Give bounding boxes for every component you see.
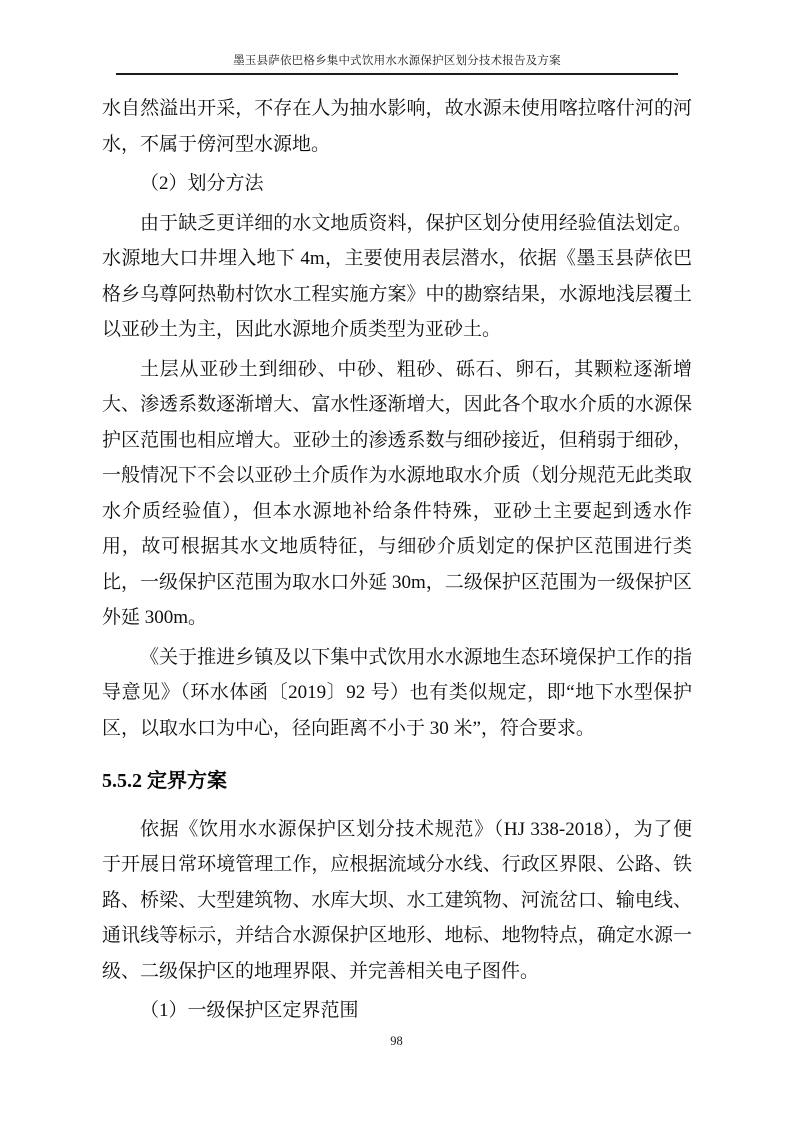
page-header — [116, 54, 678, 75]
body-paragraph-soil-layers: 土层从亚砂土到细砂、中砂、粗砂、砾石、卵石，其颗粒逐渐增大、渗透系数逐渐增大、富水性逐渐增大，因此各个取水介质的水源保护区范围也相应增大。亚砂土的渗透系数与细砂接近，但稍弱于细砂，一般情况下不会以亚砂土介质作为水源地取水介质（划分规范无此类取水介质经验值），但本水源地补给条件特殊，亚砂土主要起到透水作用，故可根据其水文地质特征，与细砂介质划定的保护区范围进行类比，一级保护区范围为取水口外延 30m，二级保护区范围为一级保护区外延 300m。 — [102, 358, 692, 628]
header-title: 墨玉县萨依巴格乡集中式饮用水水源保护区划分技术报告及方案 — [233, 55, 561, 67]
body-paragraph-continuation: 水自然溢出开采，不存在人为抽水影响，故水源未使用喀拉喀什河的河水，不属于傍河型水源地。 — [102, 98, 692, 155]
document-body — [102, 91, 692, 1033]
body-paragraph-guideline-reference: 《关于推进乡镇及以下集中式饮用水水源地生态环境保护工作的指导意见》（环水体函〔2019〕92 号）也有类似规定，即“地下水型保护区，以取水口为中心，径向距离不小于 30 米”，符合要求。 — [102, 646, 692, 739]
section-heading-5-5-2: 5.5.2 定界方案 — [102, 770, 227, 792]
body-subitem-dividing-method: （2）划分方法 — [140, 173, 264, 194]
body-paragraph-empirical-method: 由于缺乏更详细的水文地质资料，保护区划分使用经验值法划定。水源地大口井埋入地下 4m，主要使用表层潜水，依据《墨玉县萨依巴格乡乌尊阿热勒村饮水工程实施方案》中的勘察结果，水源地浅层覆土以亚砂土为主，因此水源地介质类型为亚砂土。 — [102, 212, 692, 340]
header-rule — [116, 73, 678, 75]
page-number: 98 — [390, 1034, 403, 1048]
body-subitem-first-level-boundary: （1）一级保护区定界范围 — [140, 1000, 359, 1021]
body-paragraph-boundary-basis: 依据《饮用水水源保护区划分技术规范》（HJ 338-2018），为了便于开展日常环境管理工作，应根据流域分水线、行政区界限、公路、铁路、桥梁、大型建筑物、水库大坝、水工建筑物、河流岔口、输电线、通讯线等标示，并结合水源保护区地形、地标、地物特点，确定水源一级、二级保护区的地理界限、并完善相关电子图件。 — [102, 818, 692, 982]
page-footer — [0, 1032, 793, 1050]
